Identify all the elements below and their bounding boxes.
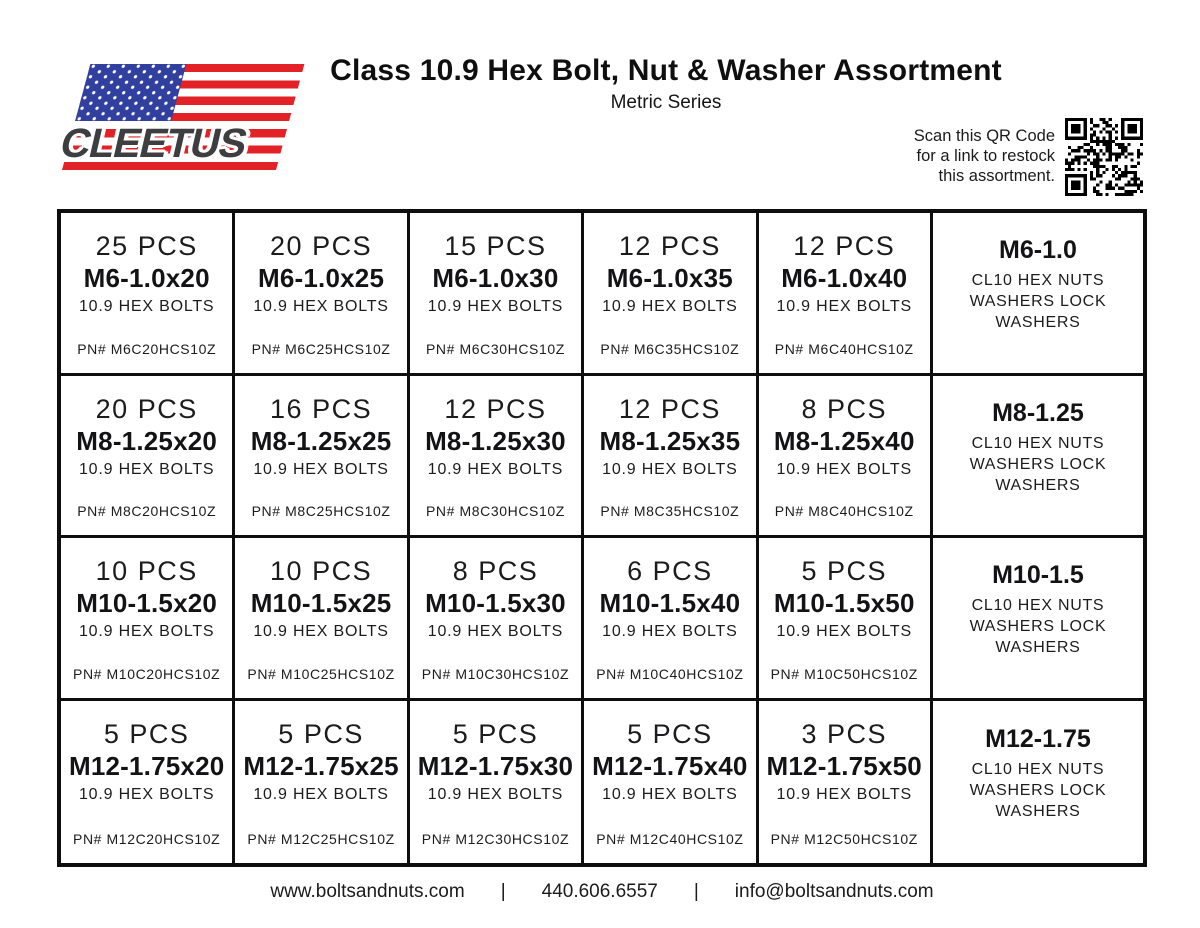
bolt-cell <box>759 213 933 376</box>
cell-part-number: PN# M10C30HCS10Z <box>421 665 570 682</box>
cell-size: M10-1.5x40 <box>599 588 741 618</box>
cell-quantity: 12 PCS <box>793 231 896 261</box>
cell-part-number: PN# M6C30HCS10Z <box>425 340 565 357</box>
summary-size: M8-1.25 <box>992 398 1084 427</box>
bolt-cell <box>61 213 235 376</box>
cell-quantity: 5 PCS <box>452 718 539 749</box>
hardware-summary-cell <box>933 213 1143 376</box>
bolt-cell <box>584 213 758 376</box>
cell-size: M6-1.0x30 <box>432 263 559 293</box>
cell-quantity: 20 PCS <box>95 393 198 424</box>
cell-part-number: PN# M10C40HCS10Z <box>596 665 744 682</box>
summary-description <box>970 595 1107 658</box>
cell-part-number: PN# M12C30HCS10Z <box>421 831 570 847</box>
cell-part-number: PN# M10C50HCS10Z <box>770 665 918 682</box>
summary-description <box>970 433 1107 496</box>
cell-quantity: 20 PCS <box>270 231 373 261</box>
bolt-cell <box>584 538 758 701</box>
cell-description: 10.9 HEX BOLTS <box>427 785 564 803</box>
summary-line: WASHERS LOCK <box>969 618 1107 636</box>
cell-description: 10.9 HEX BOLTS <box>427 460 564 478</box>
cell-quantity: 16 PCS <box>270 393 373 424</box>
cell-part-number: PN# M6C35HCS10Z <box>600 340 740 357</box>
qr-section <box>914 118 1143 196</box>
summary-line: CL10 HEX NUTS <box>971 434 1105 452</box>
summary-line: WASHERS <box>995 314 1081 332</box>
bolt-cell <box>235 213 409 376</box>
cell-part-number: PN# M6C40HCS10Z <box>774 340 914 357</box>
summary-line: CL10 HEX NUTS <box>971 761 1105 779</box>
summary-line: WASHERS LOCK <box>969 782 1107 800</box>
cell-description: 10.9 HEX BOLTS <box>602 785 738 803</box>
bolt-cell <box>235 538 409 701</box>
cell-part-number: PN# M10C25HCS10Z <box>247 665 395 682</box>
summary-description <box>970 270 1107 333</box>
cell-size: M10-1.5x50 <box>773 588 915 618</box>
qr-code <box>1065 118 1143 196</box>
hardware-summary-cell <box>933 701 1143 864</box>
cell-quantity: 5 PCS <box>278 718 364 749</box>
cell-description: 10.9 HEX BOLTS <box>776 460 912 478</box>
cell-description: 10.9 HEX BOLTS <box>78 785 215 803</box>
hardware-summary-cell <box>933 538 1143 701</box>
bolt-cell <box>584 701 758 864</box>
page-title: Class 10.9 Hex Bolt, Nut & Washer Assortment <box>330 54 1002 87</box>
footer-separator: | <box>500 881 506 902</box>
cell-size: M12-1.75x20 <box>68 750 225 781</box>
qr-note-line: this assortment. <box>938 166 1055 185</box>
cell-description: 10.9 HEX BOLTS <box>253 623 389 640</box>
cell-description: 10.9 HEX BOLTS <box>78 298 215 315</box>
summary-size: M10-1.5 <box>992 561 1084 590</box>
summary-line: CL10 HEX NUTS <box>971 272 1105 290</box>
cell-part-number: PN# M12C50HCS10Z <box>770 831 918 847</box>
footer-contact-bar <box>57 881 1147 903</box>
cell-quantity: 10 PCS <box>270 556 373 586</box>
cell-part-number: PN# M6C25HCS10Z <box>251 340 391 357</box>
cell-quantity: 8 PCS <box>452 556 539 586</box>
cell-part-number: PN# M8C25HCS10Z <box>251 503 391 519</box>
bolt-cell <box>584 376 758 539</box>
cell-quantity: 5 PCS <box>103 718 190 749</box>
footer-email: info@boltsandnuts.com <box>734 881 934 902</box>
cell-quantity: 5 PCS <box>801 556 888 586</box>
bolt-cell <box>235 701 409 864</box>
cell-description: 10.9 HEX BOLTS <box>427 623 564 640</box>
hardware-summary-cell <box>933 376 1143 539</box>
cell-size: M6-1.0x20 <box>83 263 210 293</box>
cell-quantity: 6 PCS <box>627 556 713 586</box>
cell-description: 10.9 HEX BOLTS <box>602 460 738 478</box>
cell-description: 10.9 HEX BOLTS <box>253 460 389 478</box>
cell-description: 10.9 HEX BOLTS <box>78 623 215 640</box>
summary-line: CL10 HEX NUTS <box>971 597 1105 615</box>
bolt-cell <box>61 538 235 701</box>
cell-part-number: PN# M12C25HCS10Z <box>247 831 395 847</box>
cell-quantity: 10 PCS <box>95 556 198 586</box>
cell-part-number: PN# M12C20HCS10Z <box>73 831 221 847</box>
cell-part-number: PN# M12C40HCS10Z <box>596 831 744 847</box>
footer-website: www.boltsandnuts.com <box>270 881 465 902</box>
bolt-cell <box>759 538 933 701</box>
footer-phone: 440.606.6557 <box>541 881 658 902</box>
bolt-cell <box>410 376 584 539</box>
cell-description: 10.9 HEX BOLTS <box>253 298 389 315</box>
cell-quantity: 12 PCS <box>444 393 547 424</box>
cell-size: M8-1.25x40 <box>773 425 915 456</box>
cell-size: M8-1.25x25 <box>250 425 392 456</box>
cell-size: M12-1.75x50 <box>766 750 922 781</box>
flag-stars-canton <box>75 64 186 121</box>
summary-line: WASHERS <box>995 803 1081 821</box>
cell-size: M6-1.0x40 <box>781 263 908 293</box>
qr-note-line: Scan this QR Code <box>913 127 1055 146</box>
cell-size: M12-1.75x25 <box>243 750 399 781</box>
bolt-cell <box>61 701 235 864</box>
bolt-cell <box>235 376 409 539</box>
cell-quantity: 5 PCS <box>627 718 713 749</box>
cell-description: 10.9 HEX BOLTS <box>427 298 564 315</box>
cell-size: M6-1.0x35 <box>606 263 733 293</box>
qr-note-line: for a link to restock <box>916 147 1055 166</box>
cell-description: 10.9 HEX BOLTS <box>776 785 912 803</box>
cell-description: 10.9 HEX BOLTS <box>253 785 389 803</box>
cell-size: M8-1.25x35 <box>599 425 741 456</box>
cell-size: M8-1.25x20 <box>76 425 218 456</box>
cell-part-number: PN# M8C35HCS10Z <box>600 503 740 519</box>
cell-description: 10.9 HEX BOLTS <box>776 623 912 640</box>
cell-size: M12-1.75x30 <box>417 750 574 781</box>
page-subtitle: Metric Series <box>610 92 722 113</box>
cell-quantity: 12 PCS <box>618 393 721 424</box>
summary-size: M12-1.75 <box>985 725 1091 754</box>
cell-part-number: PN# M10C20HCS10Z <box>73 665 221 682</box>
cell-quantity: 8 PCS <box>801 393 888 424</box>
summary-line: WASHERS LOCK <box>969 293 1107 311</box>
cell-part-number: PN# M8C40HCS10Z <box>774 503 914 519</box>
cell-quantity: 25 PCS <box>95 231 198 261</box>
cell-size: M6-1.0x25 <box>258 263 385 293</box>
bolt-cell <box>61 376 235 539</box>
cell-part-number: PN# M8C30HCS10Z <box>425 503 565 519</box>
cell-description: 10.9 HEX BOLTS <box>78 460 215 478</box>
bolt-cell <box>410 701 584 864</box>
header-title-block <box>305 54 1027 114</box>
summary-description <box>970 759 1107 822</box>
summary-line: WASHERS <box>995 476 1081 494</box>
cell-description: 10.9 HEX BOLTS <box>602 298 738 315</box>
cell-size: M8-1.25x30 <box>425 425 566 456</box>
bolt-cell <box>759 376 933 539</box>
bolt-cell <box>759 701 933 864</box>
cell-size: M10-1.5x20 <box>76 588 218 618</box>
cell-description: 10.9 HEX BOLTS <box>602 623 738 640</box>
qr-note-text <box>914 127 1055 186</box>
cell-quantity: 15 PCS <box>444 231 547 261</box>
summary-line: WASHERS <box>995 639 1081 657</box>
footer-separator: | <box>693 881 699 902</box>
cell-size: M12-1.75x40 <box>592 750 748 781</box>
logo-wordmark: CLEETUS <box>56 120 252 166</box>
cell-part-number: PN# M8C20HCS10Z <box>77 503 217 519</box>
cell-size: M10-1.5x30 <box>425 588 566 618</box>
bolt-cell <box>410 213 584 376</box>
summary-line: WASHERS LOCK <box>969 455 1107 473</box>
cleetus-flag-logo <box>52 56 312 186</box>
cell-size: M10-1.5x25 <box>250 588 392 618</box>
bolt-cell <box>410 538 584 701</box>
summary-size: M6-1.0 <box>999 236 1077 265</box>
assortment-table <box>57 209 1147 867</box>
cell-quantity: 12 PCS <box>618 231 721 261</box>
cell-description: 10.9 HEX BOLTS <box>776 298 912 315</box>
cell-quantity: 3 PCS <box>801 718 888 749</box>
cell-part-number: PN# M6C20HCS10Z <box>77 340 217 357</box>
